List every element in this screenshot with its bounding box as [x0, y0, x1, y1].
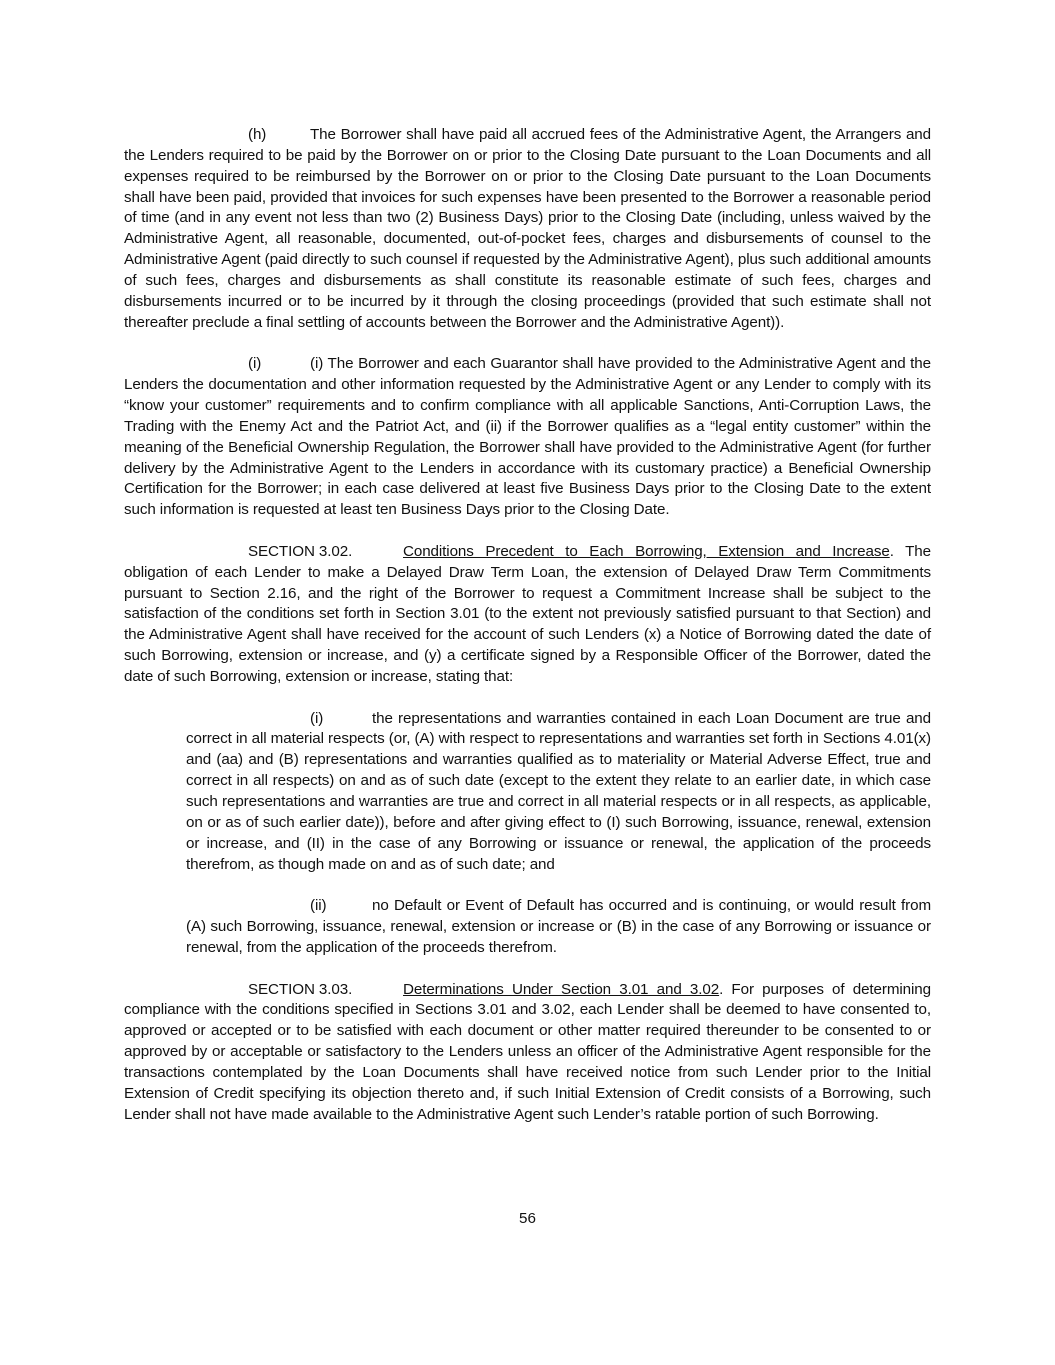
section-3-02: [124, 542, 931, 688]
section-number: SECTION 3.02.: [248, 542, 353, 560]
subparagraph-text: the representations and warranties contained in each Loan Document are true and correct in all material respects (or, (A) with respect to representations and warranties set forth in Sections 4.01(x) and (aa) and (B) representations and warranties qualified as to materiality or Material Adverse Effect, true and correct in all respects) on and as of such date (except to the extent they relate to an earlier date, in which case such representations and warranties are true and correct in all material respects or in all respects, as applicable, on or as of such earlier date)), before and after giving effect to (I) such Borrowing, issuance, renewal, extension or increase, and (II) in the case of any Borrowing or issuance or renewal, the application of the proceeds therefrom, as though made on and as of such date; and: [186, 709, 931, 873]
paragraph-h: [124, 125, 931, 333]
section-title: Determinations Under Section 3.01 and 3.02: [403, 980, 720, 998]
section-number: SECTION 3.03.: [248, 980, 353, 998]
section-text: . The obligation of each Lender to make a Delayed Draw Term Loan, the extension of Delayed Draw Term Commitments pursuant to Section 2.16, and the right of the Borrower to request a Commitment Increase shall be subject to the satisfaction of the conditions set forth in Section 3.01 (to the extent not previously satisfied pursuant to that Section) and the Administrative Agent shall have received for the account of such Lenders (x) a Notice of Borrowing dated the date of such Borrowing, extension or increase, and (y) a certificate signed by a Responsible Officer of the Borrower, dated the date of such Borrowing, extension or increase, stating that:: [124, 542, 931, 685]
subparagraph-text: no Default or Event of Default has occurred and is continuing, or would result from (A) such Borrowing, issuance, renewal, extension or increase or (B) in the case of any Borrowing or issuance or renewal, from the application of the proceeds therefrom.: [186, 897, 931, 956]
subparagraph-i: [186, 709, 931, 876]
section-text: . For purposes of determining compliance with the conditions specified in Sections 3.01 and 3.02, each Lender shall be deemed to have consented to, approved or accepted or to be satisfied with each document or other matter required thereunder to be consented to or approved by or acceptable or satisfactory to the Lenders unless an officer of the Administrative Agent responsible for the transactions contemplated by the Loan Documents shall have received notice from such Lender prior to the Initial Extension of Credit specifying its objection thereto and, if such Initial Extension of Credit consists of a Borrowing, such Lender shall not have made available to the Administrative Agent such Lender’s ratable portion of such Borrowing.: [124, 980, 931, 1123]
paragraph-i: [124, 354, 931, 521]
paragraph-text: The Borrower shall have paid all accrued fees of the Administrative Agent, the Arrangers and the Lenders required to be paid by the Borrower on or prior to the Closing Date pursuant to the Loan Documents and all expenses required to be reimbursed by the Borrower on or prior to the Closing Date pursuant to the Loan Documents shall have been paid, provided that invoices for such expenses have been presented to the Borrower a reasonable period of time (and in any event not less than two (2) Business Days) prior to the Closing Date (including, unless waived by the Administrative Agent, all reasonable, documented, out-of-pocket fees, charges and disbursements of counsel to the Administrative Agent (paid directly to such counsel if requested by the Administrative Agent), plus such additional amounts of such fees, charges and disbursements as shall constitute its reasonable estimate of such fees, charges and disbursements incurred or to be incurred by it through the closing proceedings (provided that such estimate shall not thereafter preclude a final settling of accounts between the Borrower and the Administrative Agent)).: [124, 126, 931, 331]
section-title: Conditions Precedent to Each Borrowing, Extension and Increase: [403, 542, 890, 560]
document-body: [124, 125, 931, 1126]
subparagraph-ii: [186, 896, 931, 959]
paragraph-label: (i): [248, 355, 262, 373]
page-number: 56: [519, 1210, 536, 1227]
subparagraph-label: (i): [310, 709, 324, 727]
section-3-03: [124, 980, 931, 1126]
paragraph-text: (i) The Borrower and each Guarantor shall have provided to the Administrative Agent and the Lenders the documentation and other information requested by the Administrative Agent or any Lender to comply with its “know your customer” requirements and to confirm compliance with all applicable Sanctions, Anti-Corruption Laws, the Trading with the Enemy Act and the Patriot Act, and (ii) if the Borrower qualifies as a “legal entity customer” within the meaning of the Beneficial Ownership Regulation, the Borrower shall have provided to the Administrative Agent (for further delivery by the Administrative Agent to the Lenders in accordance with its customary practice) a Beneficial Ownership Certification for the Borrower; in each case delivered at least five Business Days prior to the Closing Date to the extent such information is requested at least ten Business Days prior to the Closing Date.: [124, 355, 931, 519]
subparagraph-label: (ii): [310, 897, 327, 915]
paragraph-label: (h): [248, 126, 267, 143]
